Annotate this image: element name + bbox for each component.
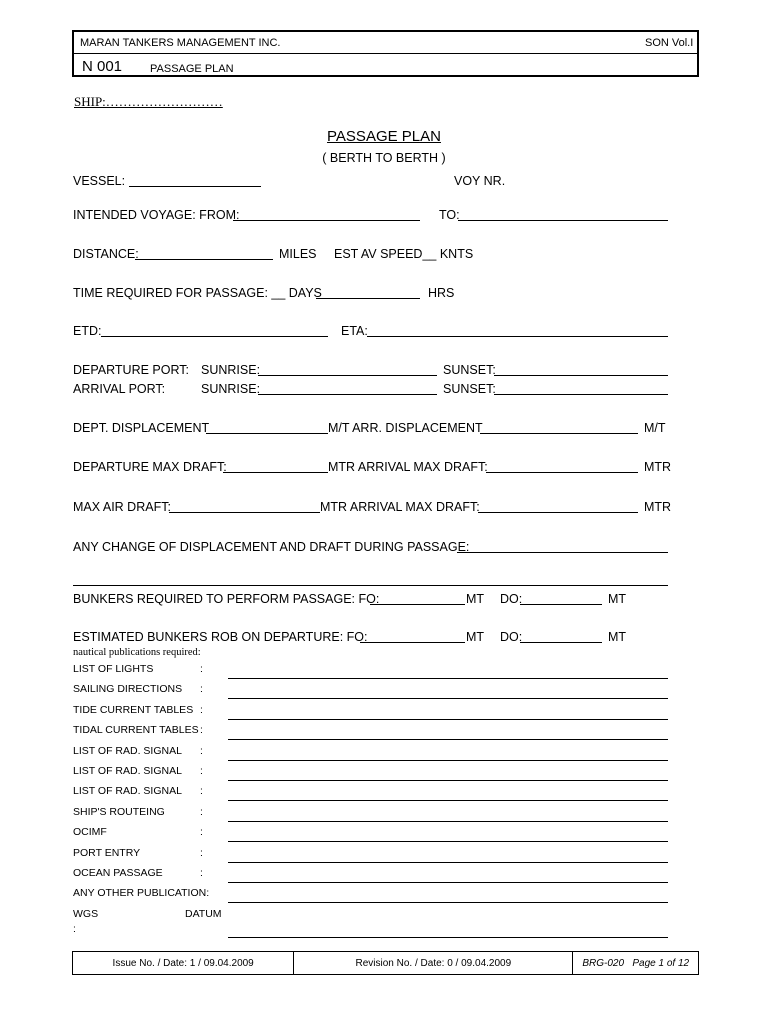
publication-colon: :: [200, 683, 203, 695]
publication-label: LIST OF RAD. SIGNAL: [73, 785, 182, 797]
estimated-bunkers-do-field[interactable]: [520, 642, 602, 643]
publications-heading: nautical publications required:: [73, 647, 201, 658]
arrival-sunrise-label: SUNRISE:: [201, 382, 261, 396]
publication-label: LIST OF LIGHTS: [73, 663, 154, 675]
arrival-port-label: ARRIVAL PORT:: [73, 382, 166, 396]
arrival-sunrise-field[interactable]: [258, 394, 437, 395]
datum-field[interactable]: [228, 937, 668, 938]
document-footer: [72, 951, 699, 975]
estimated-bunkers-label: ESTIMATED BUNKERS ROB ON DEPARTURE: FO:: [73, 630, 368, 644]
bunkers-required-fo-field[interactable]: [370, 604, 465, 605]
footer-issue: Issue No. / Date: 1 / 09.04.2009: [73, 952, 294, 974]
bunkers-required-do-field[interactable]: [520, 604, 602, 605]
document-code: N 001: [82, 58, 123, 75]
voyage-from-field[interactable]: [233, 220, 420, 221]
arrival-sunset-field[interactable]: [494, 394, 668, 395]
departure-port-label: DEPARTURE PORT:: [73, 363, 189, 377]
publication-colon: :: [200, 806, 203, 818]
publication-colon: :: [200, 867, 203, 879]
voy-nr-label: VOY NR.: [454, 174, 506, 188]
time-required-label: TIME REQUIRED FOR PASSAGE: __ DAYS: [73, 286, 322, 300]
footer-page: Page 1 of 12: [632, 957, 690, 969]
departure-sunset-label: SUNSET:: [443, 363, 496, 377]
arrival-max-draft-label: MTR ARRIVAL MAX DRAFT:: [328, 460, 488, 474]
publication-field[interactable]: [228, 739, 668, 740]
arr-displacement-label: M/T ARR. DISPLACEMENT: [328, 421, 483, 435]
publication-colon: :: [200, 826, 203, 838]
publication-colon: :: [200, 704, 203, 716]
etd-field[interactable]: [101, 336, 328, 337]
estimated-bunkers-do-label: DO:: [500, 630, 523, 644]
publication-label: OCIMF: [73, 826, 107, 838]
publication-field[interactable]: [228, 882, 668, 883]
to-label: TO:: [439, 208, 460, 222]
publication-colon: :: [200, 785, 203, 797]
any-change-field[interactable]: [457, 552, 668, 553]
publication-label: WGS: [73, 908, 99, 920]
bunkers-required-fo-unit: MT: [466, 592, 485, 606]
bunkers-required-do-unit: MT: [608, 592, 627, 606]
any-change-label: ANY CHANGE OF DISPLACEMENT AND DRAFT DURING PASSAGE:: [73, 540, 470, 554]
time-hours-field[interactable]: [316, 298, 420, 299]
vessel-label: VESSEL:: [73, 174, 126, 188]
air-arrival-max-draft-label: MTR ARRIVAL MAX DRAFT:: [320, 500, 480, 514]
publication-field[interactable]: [228, 678, 668, 679]
vessel-field[interactable]: [129, 186, 261, 187]
departure-max-draft-field[interactable]: [223, 472, 328, 473]
publication-field[interactable]: [228, 800, 668, 801]
est-av-speed-label: EST AV SPEED__ KNTS: [334, 247, 474, 261]
footer-revision: Revision No. / Date: 0 / 09.04.2009: [294, 952, 573, 974]
wgs-colon: :: [73, 923, 76, 935]
publication-label: TIDAL CURRENT TABLES: [73, 724, 199, 736]
publication-field[interactable]: [228, 841, 668, 842]
departure-sunset-field[interactable]: [494, 375, 668, 376]
arrival-sunset-label: SUNSET:: [443, 382, 496, 396]
departure-sunrise-field[interactable]: [258, 375, 437, 376]
page-title: PASSAGE PLAN: [327, 128, 441, 145]
ship-label: SHIP:………………………: [74, 94, 223, 109]
publication-field[interactable]: [228, 760, 668, 761]
publication-label: ANY OTHER PUBLICATION:: [73, 887, 210, 899]
distance-label: DISTANCE:: [73, 247, 139, 261]
air-arrival-max-draft-field[interactable]: [478, 512, 638, 513]
any-change-field-line2[interactable]: [73, 585, 668, 586]
datum-label: DATUM: [185, 908, 222, 920]
publication-label: LIST OF RAD. SIGNAL: [73, 765, 182, 777]
estimated-bunkers-do-unit: MT: [608, 630, 627, 644]
company-name: MARAN TANKERS MANAGEMENT INC.: [80, 37, 281, 49]
volume-label: SON Vol.I: [645, 37, 694, 49]
page-subtitle: ( BERTH TO BERTH ): [322, 151, 446, 165]
publication-label: LIST OF RAD. SIGNAL: [73, 745, 182, 757]
hrs-label: HRS: [428, 286, 455, 300]
footer-doc-page: [573, 952, 698, 974]
bunkers-required-do-label: DO:: [500, 592, 523, 606]
arr-displacement-field[interactable]: [480, 433, 638, 434]
arr-displacement-unit: M/T: [644, 421, 666, 435]
publication-colon: :: [200, 663, 203, 675]
voyage-to-field[interactable]: [458, 220, 668, 221]
section-title: PASSAGE PLAN: [150, 63, 234, 75]
publication-label: PORT ENTRY: [73, 847, 141, 859]
distance-field[interactable]: [135, 259, 273, 260]
max-air-draft-field[interactable]: [169, 512, 320, 513]
publication-label: OCEAN PASSAGE: [73, 867, 163, 879]
intended-voyage-label: INTENDED VOYAGE: FROM:: [73, 208, 240, 222]
publication-field[interactable]: [228, 698, 668, 699]
header-divider: [74, 53, 697, 54]
publication-colon: :: [200, 745, 203, 757]
air-arrival-max-draft-unit: MTR: [644, 500, 672, 514]
bunkers-required-label: BUNKERS REQUIRED TO PERFORM PASSAGE: FO:: [73, 592, 380, 606]
publication-field[interactable]: [228, 821, 668, 822]
publication-field[interactable]: [228, 902, 668, 903]
eta-field[interactable]: [367, 336, 668, 337]
dept-displacement-label: DEPT. DISPLACEMENT: [73, 421, 210, 435]
publication-colon: :: [200, 765, 203, 777]
dept-displacement-field[interactable]: [206, 433, 328, 434]
arrival-max-draft-unit: MTR: [644, 460, 672, 474]
publication-label: TIDE CURRENT TABLES: [73, 704, 194, 716]
publication-field[interactable]: [228, 862, 668, 863]
eta-label: ETA:: [341, 324, 368, 338]
departure-sunrise-label: SUNRISE:: [201, 363, 261, 377]
publication-field[interactable]: [228, 719, 668, 720]
publication-label: SHIP'S ROUTEING: [73, 806, 165, 818]
miles-label: MILES: [279, 247, 317, 261]
publication-colon: :: [200, 724, 203, 736]
estimated-bunkers-fo-unit: MT: [466, 630, 485, 644]
publication-field[interactable]: [228, 780, 668, 781]
footer-doc-code: BRG-020: [582, 957, 625, 969]
arrival-max-draft-field[interactable]: [486, 472, 638, 473]
publication-colon: :: [200, 847, 203, 859]
etd-label: ETD:: [73, 324, 102, 338]
max-air-draft-label: MAX AIR DRAFT:: [73, 500, 171, 514]
departure-max-draft-label: DEPARTURE MAX DRAFT:: [73, 460, 227, 474]
publication-label: SAILING DIRECTIONS: [73, 683, 183, 695]
estimated-bunkers-fo-field[interactable]: [360, 642, 465, 643]
